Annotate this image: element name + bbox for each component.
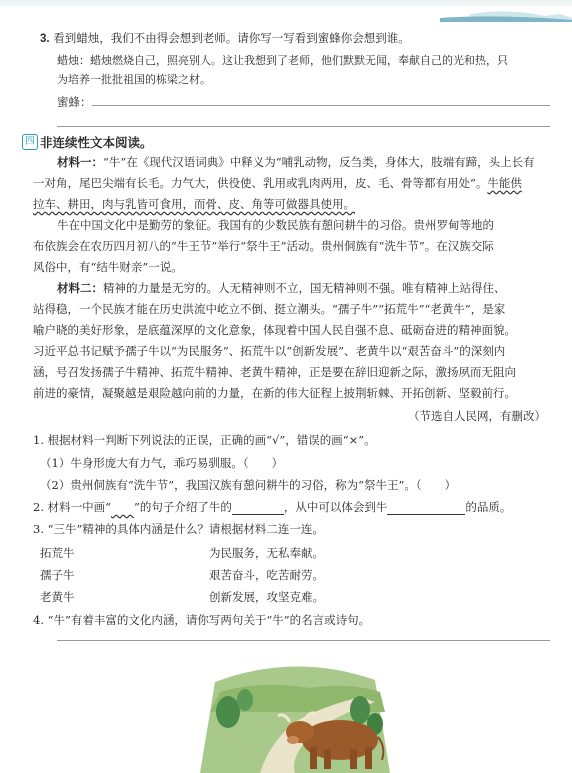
q3-question: 看到蜡烛，我们不由得会想到老师。请你写一写看到蜜蜂你会想到谁。: [53, 31, 410, 45]
material2-line4: 习近平总书记赋予孺子牛以“为民服务”、拓荒牛以“创新发展”、老黄牛以“艰苦奋斗”的深刻内: [33, 344, 506, 358]
material1-text: “牛”在《现代汉语词典》中释义为“哺乳动物，反刍类，身体大，肢端有蹄，头上长有: [103, 155, 535, 169]
material2-label: 材料二：: [57, 283, 103, 295]
question-2-text: ，从中可以体会到牛: [283, 500, 388, 514]
wavy-underlined-text: 拉车、耕田，肉与乳皆可食用，而骨、皮、角等可做器具使用。: [33, 197, 355, 211]
answer-line[interactable]: [57, 640, 550, 641]
material2-line3: 喻户晓的美好形象，是底蕴深厚的文化意象，体现着中国人民自强不息、砥砺奋进的精神面貌。: [33, 323, 516, 337]
match-left-item[interactable]: 拓荒牛: [40, 546, 75, 560]
section-title: 非连续性文本阅读。: [40, 136, 153, 150]
match-right-item[interactable]: 艰苦奋斗，吃苦耐劳。: [209, 568, 324, 582]
question-2: [33, 499, 511, 515]
question-4: 4. “牛”有着丰富的文化内涵，请你写两句关于“牛”的名言或诗句。: [33, 613, 371, 627]
answer-line[interactable]: [92, 105, 550, 106]
material2-line6: 前进的豪情，凝聚越是艰险越向前的力量，在新的伟大征程上披荆斩棘、开拓创新、坚毅前行。: [33, 386, 516, 400]
material1-p2-line1: 牛在中国文化中是勤劳的象征。我国有的少数民族有憩问耕牛的习俗。贵州罗甸等地的: [57, 218, 494, 232]
q3-example-line1: 蜡烛：蜡烛燃烧自己，照亮别人。这让我想到了老师，他们默默无闻，奉献自己的光和热，只: [57, 54, 508, 67]
match-left-item[interactable]: 孺子牛: [40, 568, 75, 582]
source-citation: （节选自人民网，有删改）: [408, 409, 546, 423]
question-3: 3. “三牛”精神的具体内涵是什么？请根据材料二连一连。: [33, 522, 324, 536]
material1-line1: [57, 154, 535, 171]
q3-bee-label: 蜜蜂：: [57, 95, 92, 109]
question-1: 1. 根据材料一判断下列说法的正误，正确的画“√”，错误的画“×”。: [33, 433, 376, 447]
match-right-item[interactable]: 为民服务，无私奉献。: [209, 546, 324, 560]
question-2-text: 2. 材料一中画“: [33, 500, 112, 514]
fill-blank[interactable]: [232, 502, 284, 515]
match-right-item[interactable]: 创新发展，攻坚克难。: [209, 590, 324, 604]
fill-blank[interactable]: [387, 502, 465, 515]
material1-p2-line2: 布依族会在农历四月初八的“牛王节”举行“祭牛王”活动。贵州侗族有“洗牛节”。在汉族交际: [33, 239, 494, 253]
q3-number: 3.: [40, 33, 50, 45]
material1-text: 一对角，尾巴尖端有长毛。力气大，供役使、乳用或乳肉两用，皮、毛、骨等都有用处”。: [33, 176, 488, 190]
material1-line3: [33, 196, 355, 212]
material2-line1: [57, 280, 506, 297]
question-2-text: 的品质。: [465, 500, 512, 514]
material1-p2-line3: 风俗中，有“结牛财亲”一说。: [33, 260, 183, 274]
q3-prompt: [40, 30, 410, 47]
header-decoration: [0, 0, 572, 22]
answer-line[interactable]: [57, 126, 550, 127]
material2-line5: 涵，号召发扬孺子牛精神、拓荒牛精神、老黄牛精神，正是要在辞旧迎新之际，激扬夙而无阻向: [33, 365, 516, 379]
question-1-item-2[interactable]: （2）贵州侗族有“洗牛节”，我国汉族有憩问耕牛的习俗，称为“祭牛王”。（ ）: [40, 478, 457, 492]
ox-illustration: [200, 652, 390, 773]
wavy-underlined-text: 牛能供: [487, 176, 522, 190]
material2-text: 精神的力量是无穷的。人无精神则不立，国无精神则不强。唯有精神上站得住、: [103, 281, 506, 295]
question-2-text: ”的句子介绍了牛的: [134, 500, 232, 514]
material1-label: 材料一：: [57, 157, 103, 169]
q3-example-line2: 为培养一批批祖国的栋梁之材。: [57, 73, 211, 86]
material2-line2: 站得稳，一个民族才能在历史洪流中屹立不倒、挺立潮头。“孺子牛”“拓荒牛”“老黄牛”，是家: [33, 302, 506, 316]
question-1-item-1[interactable]: （1）牛身形庞大有力气，乖巧易驯服。（ ）: [40, 456, 284, 470]
section-number-icon: 四: [22, 134, 38, 150]
match-left-item[interactable]: 老黄牛: [40, 590, 75, 604]
material1-line2: [33, 175, 522, 191]
wavy-sample: [111, 500, 134, 514]
